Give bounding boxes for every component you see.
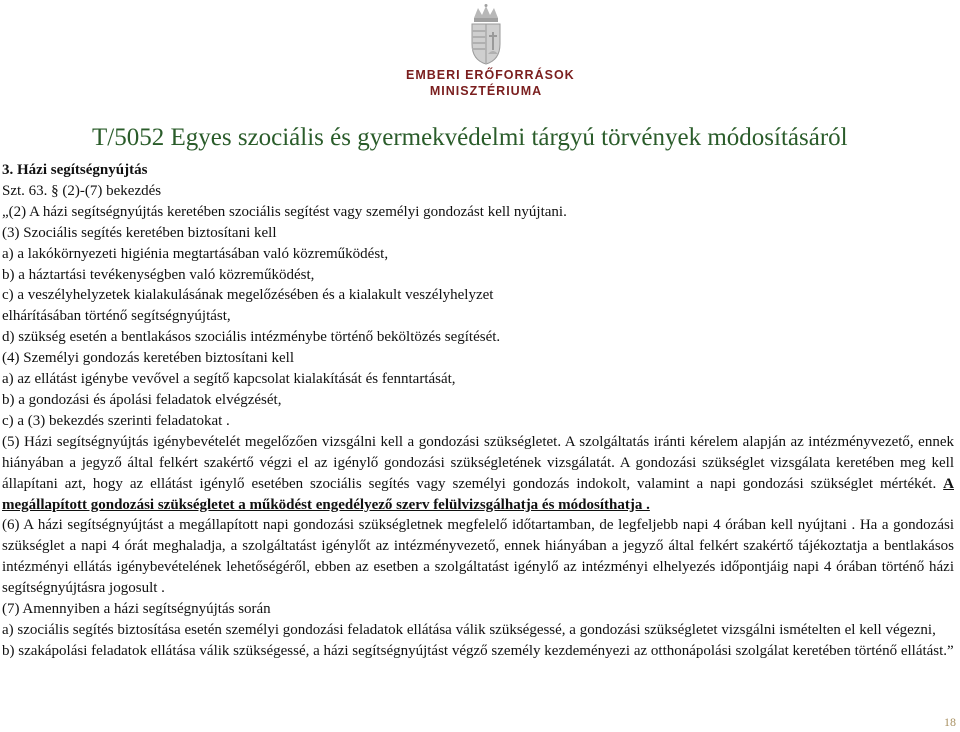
paragraph-6: (6) A házi segítségnyújtást a megállapított napi gondozási szükségletnek megfelelő időtartamban, de legfeljebb napi 4 órában kell nyújtani . Ha a gondozási szükséglet a napi 4 órát meghaladja, a szolgáltatást igénylőt az intézményvezető, ennek hiányában a jegyző által felkért szakértő tájékoztatja a bentlakásos intézményi ellátás igénybevételének lehetőségéről, ebben az esetben a szolgáltatást igénylő az intézményi elhelyezés időpontjáig napi 4 órában történő házi segítségnyújtásra jogosult . bbox=[2, 517, 954, 597]
section-heading: 3. Házi segítségnyújtás bbox=[2, 162, 148, 178]
paragraph-7-intro: (7) Amennyiben a házi segítségnyújtás során bbox=[2, 601, 271, 618]
text-line: a) a lakókörnyezeti higiénia megtartásában való közreműködést, bbox=[2, 245, 389, 262]
text-line: a) az ellátást igénybe vevővel a segítő kapcsolat kialakítását és fenntartását, bbox=[2, 371, 456, 388]
text-line: b) a háztartási tevékenységben való közreműködést, bbox=[2, 266, 315, 283]
document-body bbox=[2, 160, 954, 662]
text-line: c) a veszélyhelyzetek kialakulásának megelőzésében és a kialakult veszélyhelyzet bbox=[2, 287, 494, 304]
text-line: (3) Szociális segítés keretében biztosítani kell bbox=[2, 224, 277, 241]
logo-text-line1: EMBERI ERŐFORRÁSOK bbox=[406, 68, 575, 82]
text-line: „(2) A házi segítségnyújtás keretében szociális segítést vagy személyi gondozást kell nyújtani. bbox=[2, 203, 567, 220]
paragraph-5-text: (5) Házi segítségnyújtás igénybevételét megelőzően vizsgálni kell a gondozási szükségletet. A szolgáltatás iránti kérelem alapján az intézményvezető, ennek hiányában a jegyző által felkért szakértő végzi el az igénylő gondozási szükségletének vizsgálatát. A gondozási szükséglet vizsgálata keretében meg kell állapítani azt, hogy az ellátást igénylő esetében szociális segítés vagy személyi gondozás indokolt, valamint a napi gondozási szükséglet mértékét. bbox=[2, 433, 954, 492]
page-number: 18 bbox=[944, 715, 956, 729]
legal-reference: Szt. 63. § (2)-(7) bekezdés bbox=[2, 182, 162, 199]
hungarian-coat-of-arms-icon bbox=[466, 4, 506, 66]
paragraph-7a: a) szociális segítés biztosítása esetén személyi gondozási feladatok ellátása válik szükségessé, a gondozási szükségletet vizsgálni ismételten el kell végezni, bbox=[2, 621, 936, 638]
text-line: d) szükség esetén a bentlakásos szociális intézménybe történő beköltözés segítését. bbox=[2, 329, 501, 346]
text-line: (4) Személyi gondozás keretében biztosítani kell bbox=[2, 350, 294, 367]
paragraph-7b: b) szakápolási feladatok ellátása válik szükségessé, a házi segítségnyújtást végző személy kezdeményezi az otthonápolási szolgálat keretében történő ellátást.” bbox=[2, 642, 954, 659]
paragraph-5-underlined: A megállapított gondozási szükségletet a működést engedélyező szerv felülvizsgálhatja és módosíthatja . bbox=[2, 475, 954, 513]
paragraph-5 bbox=[2, 432, 954, 516]
logo-text-line2: MINISZTÉRIUMA bbox=[429, 84, 543, 98]
ministry-logo bbox=[406, 4, 575, 104]
text-line: c) a (3) bekezdés szerinti feladatokat . bbox=[2, 412, 230, 429]
document-title: T/5052 Egyes szociális és gyermekvédelmi tárgyú törvények módosításáról bbox=[92, 124, 848, 151]
text-line: elhárításában történő segítségnyújtást, bbox=[2, 308, 231, 325]
text-line: b) a gondozási és ápolási feladatok elvégzését, bbox=[2, 391, 282, 408]
